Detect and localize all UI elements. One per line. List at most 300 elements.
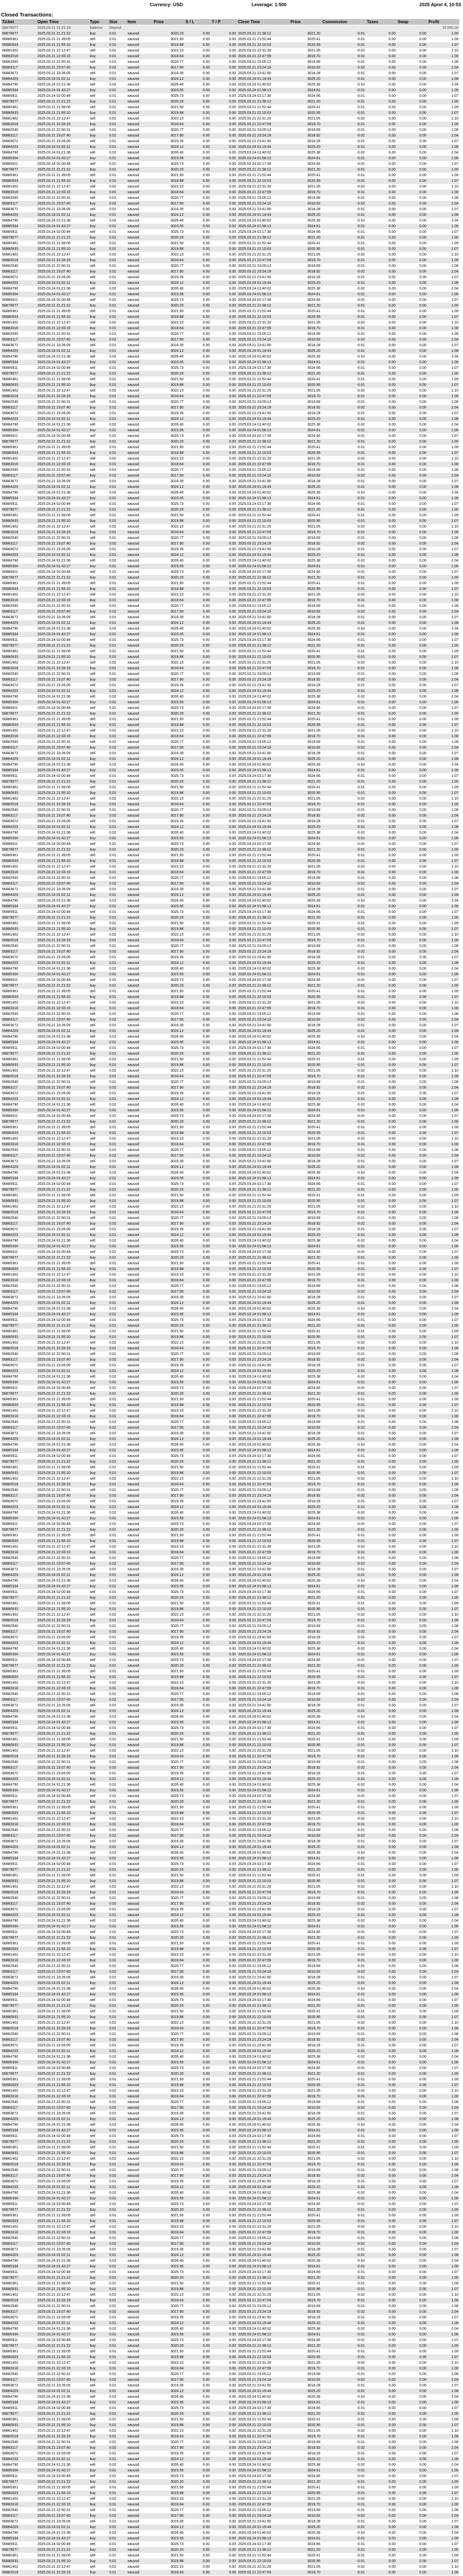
table-cell: 1.06 xyxy=(427,54,459,59)
table-cell: 0.00 xyxy=(211,1198,237,1204)
table-row xyxy=(1,1238,459,1244)
table-cell: 0.00 xyxy=(397,1125,427,1130)
table-row xyxy=(1,1595,459,1601)
table-cell: 0.00 xyxy=(397,1408,427,1414)
table-cell: sell xyxy=(89,626,108,632)
table-cell: 3018.28 xyxy=(289,411,321,416)
table-cell: 0.00 xyxy=(366,116,397,122)
table-cell: 0.01 xyxy=(108,110,126,116)
table-cell: 0.00 xyxy=(397,343,427,348)
table-cell: 3017.90 xyxy=(152,337,184,343)
table-cell: 3023.55 xyxy=(152,1516,184,1521)
table-cell: 2025.03.24 01:58:13 xyxy=(237,224,289,229)
table-row xyxy=(1,1759,459,1765)
table-cell: 0.00 xyxy=(184,1079,211,1085)
table-cell: 0.00 xyxy=(184,569,211,575)
table-cell: 0.00 xyxy=(211,450,237,456)
table-cell: 0.00 xyxy=(366,1861,397,1867)
table-cell: 3021.05 xyxy=(289,1884,321,1890)
table-cell: 3019.88 xyxy=(152,178,184,184)
table-cell: -0.01 xyxy=(321,1623,366,1629)
table-cell: 2.04 xyxy=(427,82,459,88)
table-cell: 3024.61 xyxy=(289,1856,321,1861)
table-cell: 0.02 xyxy=(108,1612,126,1618)
table-cell: 2025.03.24 01:58:13 xyxy=(237,496,289,501)
table-cell: 3020.95 xyxy=(289,722,321,728)
table-cell: 2025.03.21 22:10:03 xyxy=(237,1742,289,1748)
table-cell: xauusd xyxy=(127,1028,153,1034)
table-cell: 2025.03.21 22:10:03 xyxy=(237,1606,289,1612)
table-cell: 0.00 xyxy=(211,1170,237,1176)
table-cell: 0.00 xyxy=(397,490,427,496)
table-cell: xauusd xyxy=(127,1640,153,1646)
table-cell: 0.01 xyxy=(108,654,126,660)
table-cell: buy xyxy=(89,416,108,422)
table-cell: -0.02 xyxy=(321,354,366,360)
table-cell: 0.00 xyxy=(184,1181,211,1187)
table-row xyxy=(1,938,459,943)
table-cell: 56879577 xyxy=(1,1187,37,1193)
table-cell: 2025.03.21 21:52:44 xyxy=(237,1329,289,1334)
table-cell: 1.08 xyxy=(427,1844,459,1850)
table-cell: xauusd xyxy=(127,1164,153,1170)
table-cell: 2025.03.24 01:19:44 xyxy=(237,212,289,218)
table-cell: 1.06 xyxy=(427,1312,459,1317)
table-cell: 3019.88 xyxy=(152,926,184,932)
table-cell: 56882018 xyxy=(1,1754,37,1759)
table-cell: 0.00 xyxy=(366,853,397,858)
table-cell: 0.00 xyxy=(211,1346,237,1351)
table-cell: 56884790 xyxy=(1,490,37,496)
table-cell: 0.00 xyxy=(184,1357,211,1363)
column-header: S / L xyxy=(184,19,211,25)
table-cell: 2025.03.21 22:33:15 xyxy=(37,734,89,739)
table-cell: 3018.28 xyxy=(289,751,321,756)
table-cell: 3017.90 xyxy=(152,609,184,615)
table-row xyxy=(1,1244,459,1249)
table-cell: 0.00 xyxy=(366,728,397,734)
table-cell: 2025.03.21 22:31:20 xyxy=(237,116,289,122)
table-cell: 0.00 xyxy=(184,1011,211,1017)
table-cell: 0.00 xyxy=(397,411,427,416)
table-cell: 2025.03.21 23:41:50 xyxy=(237,1091,289,1096)
table-cell: 0.00 xyxy=(366,1266,397,1272)
table-cell: 0.00 xyxy=(366,666,397,671)
table-cell: 3018.92 xyxy=(289,745,321,751)
table-cell: 0.01 xyxy=(108,1674,126,1680)
table-cell: 0.00 xyxy=(366,739,397,745)
table-cell: 0.00 xyxy=(211,462,237,467)
table-cell: 3020.95 xyxy=(289,1334,321,1340)
table-cell: xauusd xyxy=(127,65,153,71)
table-cell: 0.00 xyxy=(184,620,211,626)
table-cell: -0.01 xyxy=(321,1691,366,1697)
table-cell: -0.02 xyxy=(321,1697,366,1703)
table-cell: 56882540 xyxy=(1,807,37,813)
table-row xyxy=(1,201,459,207)
table-cell: 2025.03.21 22:31:20 xyxy=(237,1544,289,1550)
table-cell: 0.00 xyxy=(211,1000,237,1006)
table-cell: 0.00 xyxy=(211,558,237,564)
table-cell: -0.01 xyxy=(321,167,366,173)
table-cell: -0.01 xyxy=(321,722,366,728)
table-cell: sell xyxy=(89,1249,108,1255)
table-cell: 0.00 xyxy=(184,1708,211,1714)
table-cell: 0.00 xyxy=(366,1856,397,1861)
table-cell: 2.04 xyxy=(427,354,459,360)
table-cell: 2025.03.21 21:21:22 xyxy=(37,1051,89,1057)
table-cell: -0.01 xyxy=(321,241,366,246)
table-cell: 0.00 xyxy=(211,1317,237,1323)
table-cell: 56885334 xyxy=(1,1856,37,1861)
table-cell: 0.00 xyxy=(397,575,427,581)
table-cell: sell xyxy=(89,671,108,677)
table-row xyxy=(1,1827,459,1833)
table-cell: 3022.10 xyxy=(152,1204,184,1210)
table-cell: 0.00 xyxy=(184,592,211,598)
table-cell: 2025.03.21 22:12:47 xyxy=(37,1680,89,1686)
table-cell: -0.02 xyxy=(321,796,366,802)
table-cell: 1.06 xyxy=(427,870,459,875)
table-cell: sell xyxy=(89,82,108,88)
table-cell: 3020.20 xyxy=(152,1867,184,1873)
table-cell: xauusd xyxy=(127,569,153,575)
table-cell: 3019.35 xyxy=(152,1431,184,1436)
table-cell: -0.01 xyxy=(321,1193,366,1198)
table-cell: 3018.64 xyxy=(152,598,184,603)
table-cell: 3018.92 xyxy=(289,133,321,139)
table-cell: 2025.03.21 22:50:31 xyxy=(37,739,89,745)
table-cell: 2025.03.21 22:31:20 xyxy=(237,1884,289,1890)
table-cell: 3025.38 xyxy=(289,286,321,292)
table-cell: 2025.03.24 01:19:44 xyxy=(237,960,289,966)
table-cell: 3021.20 xyxy=(289,779,321,785)
table-cell: 2025.03.21 22:50:31 xyxy=(37,59,89,65)
table-cell: 2025.03.24 01:58:13 xyxy=(237,1448,289,1453)
table-row xyxy=(1,1074,459,1079)
table-cell: 56885334 xyxy=(1,1788,37,1793)
table-cell: 56883117 xyxy=(1,1153,37,1159)
table-cell: 2025.03.24 01:19:44 xyxy=(237,1504,289,1510)
table-cell: 2025.03.21 22:12:47 xyxy=(37,932,89,938)
table-cell: 0.00 xyxy=(366,71,397,76)
table-cell: 1.06 xyxy=(427,1074,459,1079)
table-cell: 2025.03.21 22:47:59 xyxy=(237,530,289,535)
table-cell: 56880361 xyxy=(1,1125,37,1130)
table-cell: 2025.03.24 02:17:30 xyxy=(237,1181,289,1187)
table-cell: 0.00 xyxy=(211,813,237,819)
table-cell: 0.00 xyxy=(366,218,397,224)
table-cell: 2025.03.21 22:50:31 xyxy=(37,1759,89,1765)
table-cell: 0.00 xyxy=(397,263,427,269)
table-cell: buy xyxy=(89,1040,108,1045)
table-cell: 0.00 xyxy=(184,399,211,405)
table-cell: 56882018 xyxy=(1,122,37,127)
table-cell: 3020.20 xyxy=(152,167,184,173)
table-cell: 2025.03.21 21:39:05 xyxy=(37,37,89,42)
table-cell: 3020.77 xyxy=(152,875,184,881)
table-cell: 0.02 xyxy=(108,150,126,156)
table-cell: -0.02 xyxy=(321,1085,366,1091)
table-cell: xauusd xyxy=(127,1391,153,1397)
table-cell: 2025.03.21 21:21:22 xyxy=(37,1119,89,1125)
table-cell: 56882018 xyxy=(1,870,37,875)
table-cell: 0.00 xyxy=(211,592,237,598)
table-row xyxy=(1,1374,459,1380)
table-cell: 3020.20 xyxy=(152,983,184,989)
table-row xyxy=(1,581,459,586)
table-row xyxy=(1,377,459,382)
table-cell: 0.00 xyxy=(366,1000,397,1006)
table-cell: 3020.41 xyxy=(289,1737,321,1742)
table-cell: 0.00 xyxy=(397,1680,427,1686)
table-cell: 0.01 xyxy=(108,484,126,490)
table-cell: 0.00 xyxy=(366,501,397,507)
table-cell: 2025.03.21 23:05:12 xyxy=(237,1623,289,1629)
table-cell: xauusd xyxy=(127,581,153,586)
table-cell: 3024.66 xyxy=(289,1113,321,1119)
table-cell: 3018.64 xyxy=(152,122,184,127)
table-cell: -0.02 xyxy=(321,898,366,904)
table-cell: 0.00 xyxy=(366,1448,397,1453)
table-cell: 0.00 xyxy=(184,1776,211,1782)
table-cell: 0.01 xyxy=(108,360,126,365)
table-cell: 56885334 xyxy=(1,360,37,365)
table-cell: 0.01 xyxy=(108,841,126,847)
table-cell: xauusd xyxy=(127,921,153,926)
table-cell: 0.00 xyxy=(397,1686,427,1691)
table-cell: xauusd xyxy=(127,411,153,416)
table-cell: 0.00 xyxy=(211,870,237,875)
table-cell: xauusd xyxy=(127,405,153,411)
table-cell: 3026.40 xyxy=(152,422,184,428)
table-cell: 2025.03.24 01:40:02 xyxy=(237,1238,289,1244)
table-cell: -0.01 xyxy=(321,1448,366,1453)
table-cell: 1.08 xyxy=(427,552,459,558)
table-cell: 0.00 xyxy=(397,122,427,127)
table-cell: xauusd xyxy=(127,705,153,711)
table-cell: 0.00 xyxy=(366,1051,397,1057)
table-cell: 56883672 xyxy=(1,819,37,824)
table-cell: 0.00 xyxy=(397,858,427,864)
table-cell: 3019.70 xyxy=(289,870,321,875)
table-cell: 3021.05 xyxy=(289,456,321,462)
table-cell: 0.00 xyxy=(397,42,427,48)
table-cell: 1.08 xyxy=(427,1283,459,1289)
table-cell: 0.00 xyxy=(397,1561,427,1567)
table-cell: 0.00 xyxy=(211,836,237,841)
table-cell: buy xyxy=(89,133,108,139)
table-cell: 56879577 xyxy=(1,643,37,649)
table-cell: sell xyxy=(89,343,108,348)
table-row xyxy=(1,1516,459,1521)
table-row xyxy=(1,462,459,467)
table-row xyxy=(1,54,459,59)
table-cell: 1.07 xyxy=(427,411,459,416)
table-cell: 3021.50 xyxy=(152,1873,184,1878)
table-cell: 0.00 xyxy=(366,1584,397,1589)
table-cell: 0.01 xyxy=(108,739,126,745)
table-cell: 1.07 xyxy=(427,977,459,983)
table-cell: 0.00 xyxy=(366,399,397,405)
table-cell: 0.00 xyxy=(397,156,427,161)
table-cell: 2025.03.21 22:47:59 xyxy=(237,666,289,671)
table-cell: 56880933 xyxy=(1,178,37,184)
table-cell: xauusd xyxy=(127,1181,153,1187)
table-cell: 1.06 xyxy=(427,530,459,535)
table-cell: 3025.38 xyxy=(289,218,321,224)
table-cell: 56882018 xyxy=(1,1890,37,1895)
table-cell: 56882540 xyxy=(1,1623,37,1629)
table-row xyxy=(1,739,459,745)
table-cell: 0.00 xyxy=(366,1465,397,1470)
table-cell: 2025.03.21 21:21:22 xyxy=(37,507,89,513)
table-cell: 56883672 xyxy=(1,1635,37,1640)
table-cell: 2025.03.24 01:42:27 xyxy=(37,360,89,365)
table-cell: 2025.03.24 01:40:02 xyxy=(237,1714,289,1720)
table-cell: 0.00 xyxy=(211,473,237,479)
table-cell: 0.00 xyxy=(211,1147,237,1153)
table-cell: 0.00 xyxy=(397,1074,427,1079)
table-cell: 56883117 xyxy=(1,133,37,139)
table-cell: 56881402 xyxy=(1,252,37,258)
table-cell: 3022.10 xyxy=(152,388,184,394)
table-cell: -0.01 xyxy=(321,42,366,48)
table-cell: 2025.03.21 22:47:59 xyxy=(237,1074,289,1079)
table-row xyxy=(1,1255,459,1261)
table-cell: 56884790 xyxy=(1,1034,37,1040)
table-cell: 1.08 xyxy=(427,739,459,745)
table-cell: 0.00 xyxy=(366,1442,397,1448)
table-cell: 0.00 xyxy=(366,445,397,450)
table-cell: 2025.03.21 21:52:44 xyxy=(237,1533,289,1538)
table-cell: 0.00 xyxy=(366,1493,397,1499)
table-cell: 2025.03.24 01:40:02 xyxy=(237,1170,289,1176)
table-cell: 3019.69 xyxy=(289,1011,321,1017)
table-cell: 0.00 xyxy=(184,683,211,688)
table-cell: 3024.61 xyxy=(289,496,321,501)
table-cell: -0.02 xyxy=(321,1901,366,1907)
table-cell: 3025.38 xyxy=(289,1850,321,1856)
table-cell: 2.04 xyxy=(427,1374,459,1380)
table-cell: 0.00 xyxy=(211,751,237,756)
table-cell: 2025.03.21 22:50:31 xyxy=(37,1215,89,1221)
table-cell: 3025.20 xyxy=(289,688,321,694)
table-cell: -0.01 xyxy=(321,1538,366,1544)
table-cell: 3026.40 xyxy=(152,1374,184,1380)
table-cell: 3020.41 xyxy=(289,1125,321,1130)
table-row xyxy=(1,1714,459,1720)
table-cell: 3024.66 xyxy=(289,637,321,643)
table-row xyxy=(1,909,459,915)
table-cell: 56880933 xyxy=(1,518,37,524)
table-cell: 3021.20 xyxy=(289,915,321,921)
table-cell: 3018.28 xyxy=(289,275,321,280)
table-cell: 3024.61 xyxy=(289,836,321,841)
table-cell: 1.08 xyxy=(427,1759,459,1765)
table-cell: 2025.03.24 01:02:11 xyxy=(37,1300,89,1306)
table-cell: -0.02 xyxy=(321,813,366,819)
table-cell: 0.00 xyxy=(397,683,427,688)
table-cell: 0.00 xyxy=(184,1487,211,1493)
table-cell: sell xyxy=(89,1578,108,1584)
table-cell: 2025.03.24 01:42:27 xyxy=(37,1176,89,1181)
table-cell: 0.00 xyxy=(397,320,427,326)
table-cell: 2025.03.21 22:12:47 xyxy=(37,1408,89,1414)
table-cell: 3021.50 xyxy=(152,105,184,110)
table-cell: 2025.03.24 01:21:36 xyxy=(37,1850,89,1856)
table-cell: 56883672 xyxy=(1,1091,37,1096)
table-cell: -0.01 xyxy=(321,1867,366,1873)
table-cell: xauusd xyxy=(127,1249,153,1255)
table-cell: 3018.92 xyxy=(289,1697,321,1703)
table-cell: 0.00 xyxy=(211,717,237,722)
table-cell: 0.00 xyxy=(184,1561,211,1567)
table-cell: 0.00 xyxy=(366,830,397,836)
table-cell: 56882018 xyxy=(1,1142,37,1147)
table-cell: -0.01 xyxy=(321,643,366,649)
table-cell: xauusd xyxy=(127,1578,153,1584)
table-cell: 1.06 xyxy=(427,700,459,705)
table-cell: 2025.03.21 22:50:31 xyxy=(37,671,89,677)
table-row xyxy=(1,65,459,71)
table-cell: xauusd xyxy=(127,1703,153,1708)
table-cell: 3021.50 xyxy=(152,1193,184,1198)
table-cell: 3025.73 xyxy=(152,365,184,371)
table-cell: 0.00 xyxy=(366,269,397,275)
table-cell: 3018.64 xyxy=(152,326,184,331)
table-cell: 2025.03.21 21:39:05 xyxy=(37,309,89,314)
table-cell: -0.01 xyxy=(321,1459,366,1465)
table-cell: 2025.03.21 22:47:59 xyxy=(237,190,289,195)
table-cell: 3021.50 xyxy=(152,1805,184,1810)
table-cell: 2.10 xyxy=(427,1408,459,1414)
table-cell: 0.00 xyxy=(211,779,237,785)
table-cell: 56884203 xyxy=(1,824,37,830)
table-cell: 56884203 xyxy=(1,144,37,150)
table-cell: -0.01 xyxy=(321,235,366,241)
table-cell: 56884203 xyxy=(1,892,37,898)
table-cell: 56879577 xyxy=(1,1459,37,1465)
table-cell: -0.01 xyxy=(321,156,366,161)
table-cell: 2025.03.21 22:12:47 xyxy=(37,524,89,530)
table-cell: 0.00 xyxy=(211,1674,237,1680)
table-cell: 3024.12 xyxy=(152,756,184,762)
table-cell: 0.00 xyxy=(366,1504,397,1510)
table-cell: 0.00 xyxy=(397,246,427,252)
table-cell: 56884790 xyxy=(1,1238,37,1244)
table-cell: 3025.38 xyxy=(289,898,321,904)
table-cell: 3024.66 xyxy=(289,365,321,371)
table-cell: 3019.70 xyxy=(289,326,321,331)
table-cell: xauusd xyxy=(127,649,153,654)
table-cell: 0.00 xyxy=(397,1431,427,1436)
table-cell: -0.01 xyxy=(321,989,366,994)
table-cell: 0.00 xyxy=(397,875,427,881)
table-cell: 56883117 xyxy=(1,813,37,819)
table-cell: 0.01 xyxy=(108,1635,126,1640)
table-cell: 56882540 xyxy=(1,1759,37,1765)
table-cell: 0.00 xyxy=(184,983,211,989)
table-row xyxy=(1,700,459,705)
table-cell: 0.00 xyxy=(366,1754,397,1759)
table-cell: buy xyxy=(89,1153,108,1159)
table-row xyxy=(1,1618,459,1623)
table-cell: 0.00 xyxy=(366,994,397,1000)
table-cell: sell xyxy=(89,807,108,813)
table-cell: buy xyxy=(89,1595,108,1601)
table-cell: 0.00 xyxy=(184,76,211,82)
